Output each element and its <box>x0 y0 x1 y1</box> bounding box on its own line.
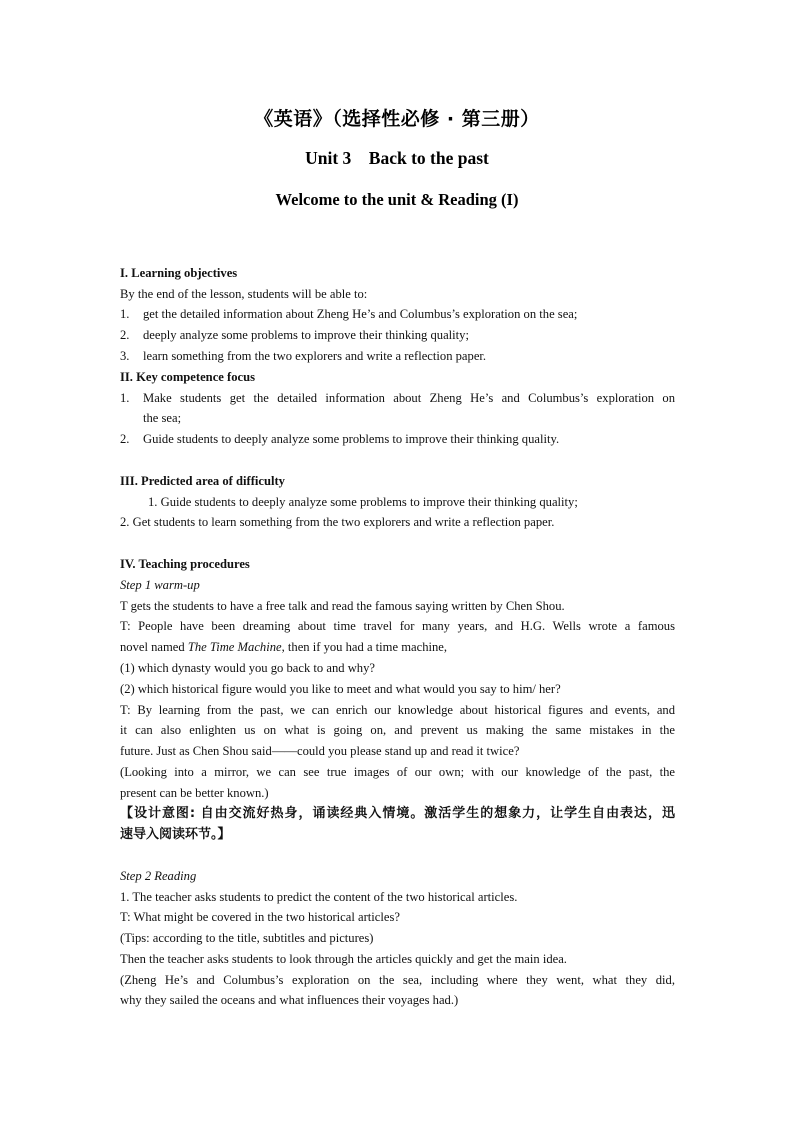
paragraph-line: T: People have been dreaming about time travel for many years, and H.G. Wells wrote a famous <box>120 619 675 633</box>
list-number: 2. <box>120 328 130 342</box>
objectives-intro: By the end of the lesson, students will be able to: <box>120 287 368 301</box>
section-heading-competence: II. Key competence focus <box>120 370 256 384</box>
paragraph-line: T: What might be covered in the two historical articles? <box>120 910 400 924</box>
lesson-title: Welcome to the unit & Reading (I) <box>275 190 519 209</box>
list-item: get the detailed information about Zheng He’s and Columbus’s exploration on the sea; <box>143 307 578 321</box>
list-item-continuation: the sea; <box>143 411 182 425</box>
section-heading-difficulty: III. Predicted area of difficulty <box>120 474 285 488</box>
step1-title: Step 1 warm-up <box>120 578 200 592</box>
design-intent-line: 【设计意图: 自由交流好热身，诵读经典入情境。激活学生的想象力，让学生自由表达，迅 <box>120 806 675 821</box>
paragraph-line: (2) which historical figure would you like to meet and what would you say to him/ her? <box>120 682 561 696</box>
list-number: 3. <box>120 349 130 363</box>
list-item: deeply analyze some problems to improve their thinking quality; <box>143 328 469 342</box>
book-title: The Time Machine <box>187 640 282 654</box>
paragraph-line <box>120 640 675 655</box>
list-item: Make students get the detailed information about Zheng He’s and Columbus’s exploration on <box>143 391 675 405</box>
paragraph-line: 1. The teacher asks students to predict the content of the two historical articles. <box>120 890 518 904</box>
paragraph-line: it can also enlighten us on what is going on, and prevent us making the same mistakes in the <box>120 723 675 737</box>
list-item: Guide students to deeply analyze some problems to improve their thinking quality. <box>143 432 560 446</box>
paragraph-line: (1) which dynasty would you go back to and why? <box>120 661 375 675</box>
paragraph-line: (Looking into a mirror, we can see true images of our own; with our knowledge of the past, the <box>120 765 675 779</box>
text-span: , then if you had a time machine, <box>281 640 448 654</box>
difficulty-item: 2. Get students to learn something from the two explorers and write a reflection paper. <box>120 515 555 529</box>
unit-title: Unit 3 Back to the past <box>305 148 489 168</box>
section-heading-procedures: IV. Teaching procedures <box>120 557 250 571</box>
difficulty-item: 1. Guide students to deeply analyze some problems to improve their thinking quality; <box>148 495 578 509</box>
paragraph-line: T gets the students to have a free talk and read the famous saying written by Chen Shou. <box>120 599 565 613</box>
list-number: 2. <box>120 432 130 446</box>
list-number: 1. <box>120 391 130 405</box>
step2-title: Step 2 Reading <box>120 869 197 883</box>
design-intent-line: 速导入阅读环节。】 <box>120 827 231 842</box>
text-span: novel named <box>120 640 188 654</box>
paragraph-line: why they sailed the oceans and what influences their voyages had.) <box>120 993 459 1007</box>
paragraph-line: (Tips: according to the title, subtitles and pictures) <box>120 931 374 945</box>
paragraph-line: (Zheng He’s and Columbus’s exploration on the sea, including where they went, what they did, <box>120 973 675 987</box>
paragraph-line: future. Just as Chen Shou said——could you please stand up and read it twice? <box>120 744 520 758</box>
paragraph-line: present can be better known.) <box>120 786 269 800</box>
list-item: learn something from the two explorers and write a reflection paper. <box>143 349 487 363</box>
paragraph-line: T: By learning from the past, we can enrich our knowledge about historical figures and events, and <box>120 703 675 717</box>
section-heading-objectives: I. Learning objectives <box>120 266 238 280</box>
paragraph-line: Then the teacher asks students to look through the articles quickly and get the main idea. <box>120 952 567 966</box>
document-title-cn: 《英语》（选择性必修 · 第三册） <box>254 108 540 130</box>
list-number: 1. <box>120 307 130 321</box>
